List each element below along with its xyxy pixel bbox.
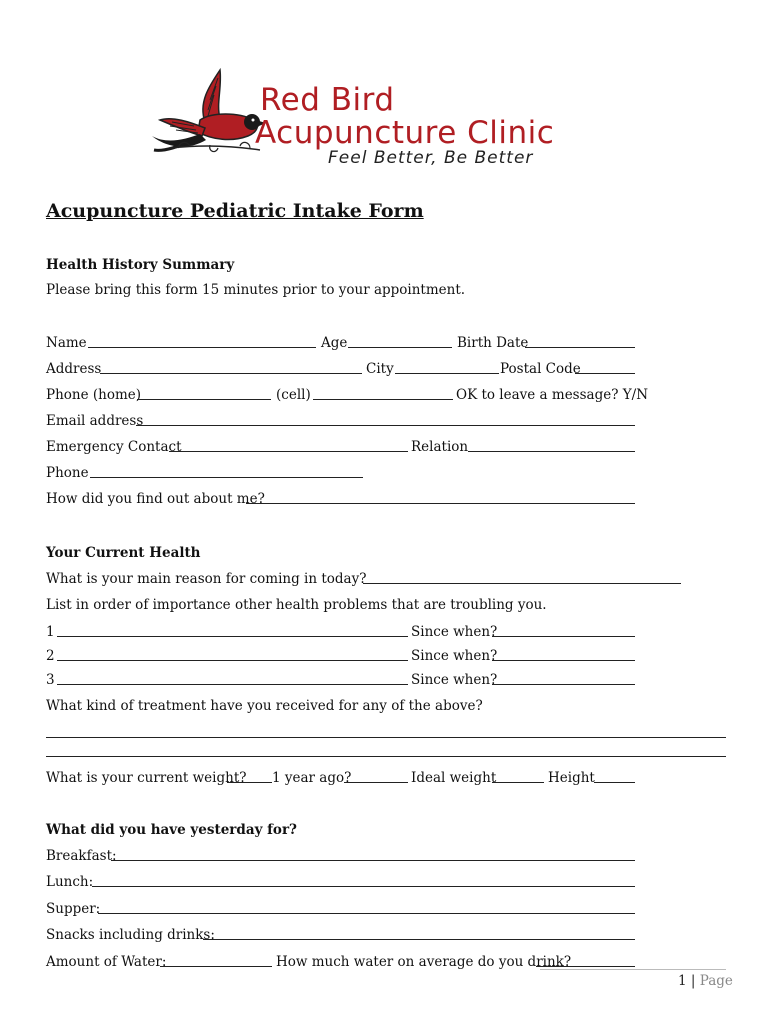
- breakfast-label: Breakfast:: [46, 848, 117, 864]
- snacks-label: Snacks including drinks:: [46, 927, 215, 943]
- city-label: City: [366, 361, 394, 377]
- logo-title-line1: Red Bird: [260, 82, 395, 118]
- page-footer: [678, 973, 733, 989]
- birth-date-label: Birth Date: [457, 335, 529, 351]
- since-when-field-1[interactable]: [492, 636, 635, 637]
- logo-title-line2: Acupuncture Clinic: [255, 115, 555, 151]
- name-field[interactable]: [88, 347, 316, 348]
- since-when-field-3[interactable]: [492, 684, 635, 685]
- list-instruction-text: List in order of importance other health problems that are troubling you.: [46, 597, 547, 613]
- address-label: Address: [46, 361, 102, 377]
- height-field[interactable]: [594, 782, 635, 783]
- supper-label: Supper:: [46, 901, 101, 917]
- postal-code-label: Postal Code: [500, 361, 581, 377]
- phone-label: Phone: [46, 465, 89, 481]
- problem-number-1: 1: [46, 624, 55, 640]
- problem-field-2[interactable]: [57, 660, 408, 661]
- lunch-label: Lunch:: [46, 874, 94, 890]
- since-when-label-1: Since when?: [411, 624, 498, 640]
- age-label: Age: [321, 335, 348, 351]
- problem-number-2: 2: [46, 648, 55, 664]
- water-amount-field[interactable]: [160, 966, 272, 967]
- page-number: 1: [678, 973, 687, 989]
- water-amount-label: Amount of Water:: [46, 954, 167, 970]
- emergency-contact-label: Emergency Contact: [46, 439, 182, 455]
- page-separator: |: [690, 973, 696, 989]
- current-weight-label: What is your current weight?: [46, 770, 247, 786]
- address-field[interactable]: [100, 373, 362, 374]
- birth-date-field[interactable]: [525, 347, 635, 348]
- instruction-text: Please bring this form 15 minutes prior to your appointment.: [46, 282, 466, 298]
- ideal-weight-field[interactable]: [492, 782, 544, 783]
- emergency-contact-field[interactable]: [169, 451, 408, 452]
- age-field[interactable]: [348, 347, 452, 348]
- city-field[interactable]: [395, 373, 499, 374]
- problem-field-3[interactable]: [57, 684, 408, 685]
- current-weight-field[interactable]: [227, 782, 272, 783]
- problem-number-3: 3: [46, 672, 55, 688]
- email-field[interactable]: [136, 425, 635, 426]
- phone-field[interactable]: [90, 477, 363, 478]
- clinic-logo: [150, 60, 630, 175]
- ok-message-label: OK to leave a message? Y/N: [456, 387, 649, 403]
- email-label: Email address: [46, 413, 144, 429]
- supper-field[interactable]: [98, 913, 635, 914]
- relation-label: Relation: [411, 439, 469, 455]
- breakfast-field[interactable]: [111, 860, 635, 861]
- footer-divider: [540, 969, 726, 970]
- water-question-label: How much water on average do you drink?: [276, 954, 572, 970]
- problem-field-1[interactable]: [57, 636, 408, 637]
- section-heading-yesterday: What did you have yesterday for?: [46, 822, 297, 838]
- find-out-label: How did you find out about me?: [46, 491, 265, 507]
- year-ago-label: 1 year ago?: [272, 770, 352, 786]
- phone-home-label: Phone (home): [46, 387, 142, 403]
- main-reason-label: What is your main reason for coming in today?: [46, 571, 367, 587]
- name-label: Name: [46, 335, 87, 351]
- page-label: Page: [699, 973, 733, 989]
- treatment-label: What kind of treatment have you received for any of the above?: [46, 698, 483, 714]
- since-when-label-2: Since when?: [411, 648, 498, 664]
- cell-label: (cell): [276, 387, 311, 403]
- find-out-field[interactable]: [246, 503, 635, 504]
- treatment-field-line-2[interactable]: [46, 756, 726, 757]
- since-when-label-3: Since when?: [411, 672, 498, 688]
- form-title: Acupuncture Pediatric Intake Form: [46, 200, 424, 222]
- lunch-field[interactable]: [92, 886, 635, 887]
- logo-tagline: Feel Better, Be Better: [328, 148, 534, 168]
- year-ago-field[interactable]: [344, 782, 408, 783]
- ideal-weight-label: Ideal weight: [411, 770, 497, 786]
- snacks-field[interactable]: [203, 939, 635, 940]
- relation-field[interactable]: [468, 451, 635, 452]
- section-heading-health-history: Health History Summary: [46, 257, 235, 273]
- cell-field[interactable]: [313, 399, 453, 400]
- postal-code-field[interactable]: [575, 373, 635, 374]
- section-heading-current-health: Your Current Health: [46, 545, 201, 561]
- treatment-field-line-1[interactable]: [46, 737, 726, 738]
- since-when-field-2[interactable]: [492, 660, 635, 661]
- main-reason-field[interactable]: [363, 583, 681, 584]
- red-bird-icon: [150, 60, 270, 160]
- phone-home-field[interactable]: [137, 399, 271, 400]
- height-label: Height: [548, 770, 595, 786]
- water-question-field[interactable]: [536, 966, 635, 967]
